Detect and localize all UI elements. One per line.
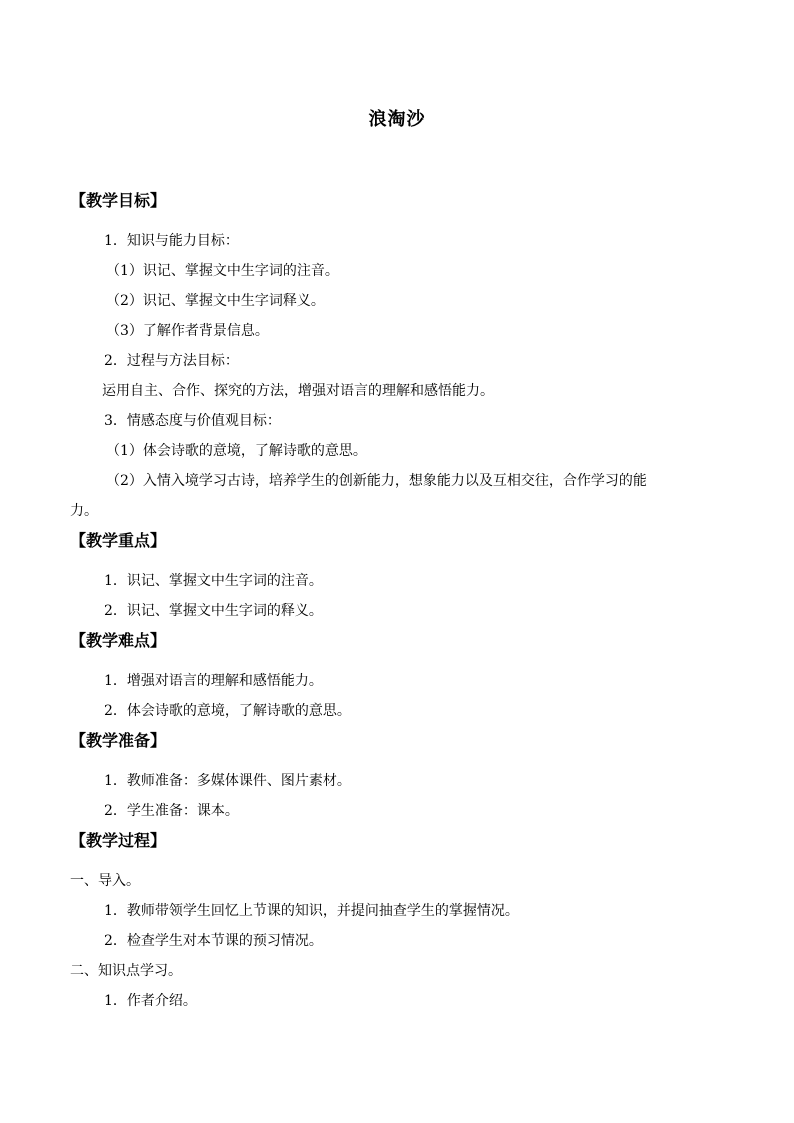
process-step: 一、导入。 xyxy=(70,873,140,889)
goal-line: 2．过程与方法目标： xyxy=(104,353,239,369)
goal-line: 力。 xyxy=(70,503,98,519)
section-heading-preparation: 【教学准备】 xyxy=(70,731,167,750)
difficulty-line: 1．增强对语言的理解和感悟能力。 xyxy=(104,673,323,689)
process-substep: 2．检查学生对本节课的预习情况。 xyxy=(104,933,323,949)
section-heading-key-points: 【教学重点】 xyxy=(70,531,167,550)
goal-line: 运用自主、合作、探究的方法，增强对语言的理解和感悟能力。 xyxy=(102,383,494,399)
process-substep: 1．作者介绍。 xyxy=(104,993,197,1009)
goal-line: （1）体会诗歌的意境，了解诗歌的意思。 xyxy=(106,443,367,459)
process-step: 二、知识点学习。 xyxy=(70,963,182,979)
goal-line: （2）识记、掌握文中生字词释义。 xyxy=(106,293,325,309)
key-point-line: 2．识记、掌握文中生字词的释义。 xyxy=(104,603,323,619)
goal-line: （2）入情入境学习古诗，培养学生的创新能力，想象能力以及互相交往，合作学习的能 xyxy=(106,473,647,489)
preparation-line: 1．教师准备：多媒体课件、图片素材。 xyxy=(104,773,351,789)
spacer xyxy=(70,556,730,566)
preparation-line: 2．学生准备：课本。 xyxy=(104,803,239,819)
section-heading-goals: 【教学目标】 xyxy=(70,191,167,210)
spacer xyxy=(70,656,730,666)
spacer xyxy=(70,756,730,766)
goal-line: （1）识记、掌握文中生字词的注音。 xyxy=(106,263,339,279)
spacer xyxy=(70,856,730,866)
document-title: 浪淘沙 xyxy=(368,109,426,130)
goal-line: （3）了解作者背景信息。 xyxy=(106,323,269,339)
section-heading-process: 【教学过程】 xyxy=(70,831,167,850)
goal-line: 1．知识与能力目标： xyxy=(104,233,239,249)
process-substep: 1．教师带领学生回忆上节课的知识，并提问抽查学生的掌握情况。 xyxy=(104,903,519,919)
key-point-line: 1．识记、掌握文中生字词的注音。 xyxy=(104,573,323,589)
section-heading-difficulties: 【教学难点】 xyxy=(70,631,167,650)
spacer xyxy=(70,216,730,226)
difficulty-line: 2．体会诗歌的意境，了解诗歌的意思。 xyxy=(104,703,351,719)
document-body xyxy=(70,186,730,1016)
goal-line: 3．情感态度与价值观目标： xyxy=(104,413,281,429)
